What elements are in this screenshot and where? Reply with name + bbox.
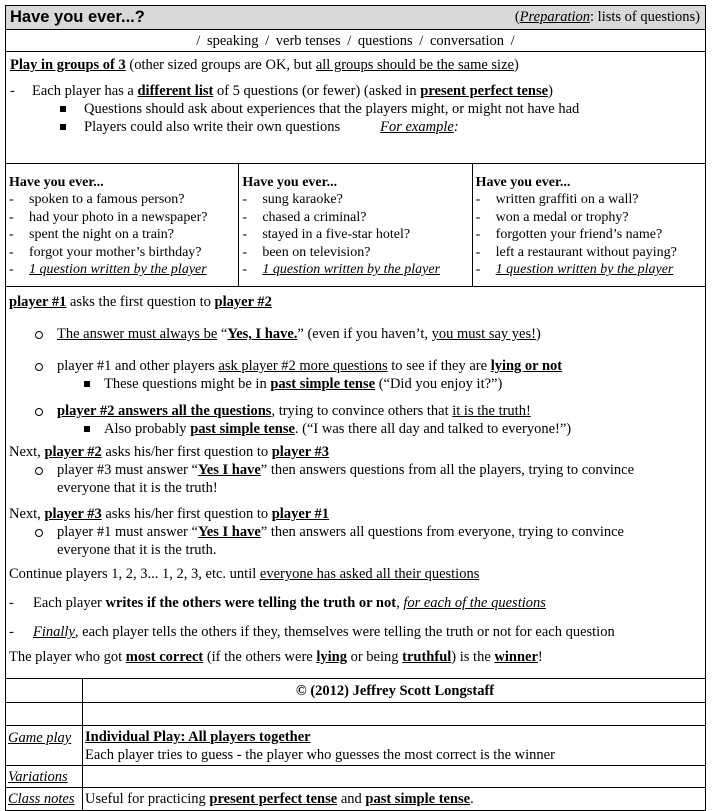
instruction-line: - Each player writes if the others were telling the truth or not, for each of the questions — [9, 595, 546, 611]
example-column: Have you ever... - written graffiti on a wall? - won a medal or trophy? - forgotten your friend’s name? - left a restaurant without paying? - 1 question written by the player — [473, 164, 705, 286]
tag-list: / speaking / verb tenses / questions / conversation / — [6, 30, 705, 52]
list-item: - stayed in a five-star hotel? — [242, 227, 411, 242]
list-item: - 1 question written by the player — [475, 262, 674, 277]
instruction-line: - Finally, each player tells the others if they, themselves were telling the truth or not for each question — [9, 624, 615, 640]
example-column: Have you ever... - spoken to a famous person? - had your photo in a newspaper? - spent the night on a train? - forgot your mother’s birthday? - 1 question written by the player — [6, 164, 239, 286]
tag: questions — [357, 33, 413, 49]
copyright-row — [6, 679, 705, 703]
list-item: - written graffiti on a wall? — [475, 192, 639, 207]
list-item: - left a restaurant without paying? — [475, 244, 677, 260]
list-item: - had your photo in a newspaper? — [9, 209, 208, 225]
list-item: - sung karaoke? — [242, 192, 343, 207]
instruction-line: everyone that it is the truth. — [57, 542, 217, 558]
list-item: - chased a criminal? — [242, 209, 367, 225]
notes-row — [6, 788, 705, 810]
instruction-line: everyone that it is the truth! — [57, 480, 218, 496]
gameplay-row — [6, 726, 705, 766]
each-player-line: - Each player has a different list of 5 questions (or fewer) (asked in present perfect tense) — [10, 83, 553, 99]
instruction-line: player #1 and other players ask player #2 more questions to see if they are lying or not — [57, 358, 563, 374]
list-item: - been on television? — [242, 244, 371, 260]
gameplay-text: Each player tries to guess - the player who guesses the most correct is the winner — [85, 747, 555, 763]
instruction-line: player #3 must answer “Yes I have” then answers questions from all the players, trying to convince — [57, 462, 635, 478]
gameplay-title: Individual Play: All players together — [85, 729, 311, 745]
title-bar — [6, 6, 705, 30]
instruction-line: The player who got most correct (if the others were lying or being truthful) is the winner! — [9, 649, 543, 665]
worksheet — [5, 5, 706, 811]
list-item: - won a medal or trophy? — [475, 209, 629, 225]
groups-line: Play in groups of 3 (other sized groups are OK, but all groups should be the same size) — [10, 57, 519, 73]
example-columns — [6, 164, 705, 287]
list-item: - forgotten your friend’s name? — [475, 227, 663, 242]
list-item: - spoken to a famous person? — [9, 192, 185, 207]
variations-row — [6, 766, 705, 788]
notes-text: Useful for practicing present perfect tense and past simple tense. — [85, 791, 474, 807]
tag: speaking — [206, 33, 259, 49]
gameplay-label: Game play — [6, 726, 83, 765]
instruction-line: The answer must always be “Yes, I have.” (even if you haven’t, you must say yes!) — [57, 326, 541, 342]
intro-section — [6, 52, 705, 164]
example-column: Have you ever... - sung karaoke? - chased a criminal? - stayed in a five-star hotel? - been on television? - 1 question written by the player — [239, 164, 472, 286]
preparation-note: (Preparation: lists of questions) — [514, 9, 700, 25]
notes-label: Class notes — [6, 788, 83, 810]
page-title: Have you ever...? — [10, 8, 145, 26]
instruction-line: player #2 answers all the questions, trying to convince others that it is the truth! — [57, 403, 531, 419]
instructions — [6, 287, 705, 679]
sub-bullet: Players could also write their own questions For example: — [10, 118, 701, 136]
instruction-line: Continue players 1, 2, 3... 1, 2, 3, etc. until everyone has asked all their questions — [9, 566, 480, 582]
tag: verb tenses — [275, 33, 341, 49]
instruction-line: Also probably past simple tense. (“I was there all day and talked to everyone!”) — [104, 421, 572, 437]
instruction-line: Next, player #2 asks his/her first question to player #3 — [9, 444, 330, 460]
instruction-line: player #1 must answer “Yes I have” then answers all questions from everyone, trying to convince — [57, 524, 624, 540]
list-item: - 1 question written by the player — [242, 262, 441, 277]
copyright: © (2012) Jeffrey Scott Longstaff — [295, 683, 495, 699]
tag: conversation — [429, 33, 505, 49]
sub-bullet: Questions should ask about experiences that the players might, or might not have had — [10, 100, 701, 118]
list-item: - forgot your mother’s birthday? — [9, 244, 202, 260]
empty-row — [6, 703, 705, 726]
instruction-line: player #1 asks the first question to player #2 — [9, 294, 272, 310]
instruction-line: Next, player #3 asks his/her first question to player #1 — [9, 506, 330, 522]
instruction-line: These questions might be in past simple tense (“Did you enjoy it?”) — [104, 376, 503, 392]
list-item: - spent the night on a train? — [9, 227, 175, 242]
list-item: - 1 question written by the player — [9, 262, 207, 277]
variations-label: Variations — [6, 766, 83, 787]
